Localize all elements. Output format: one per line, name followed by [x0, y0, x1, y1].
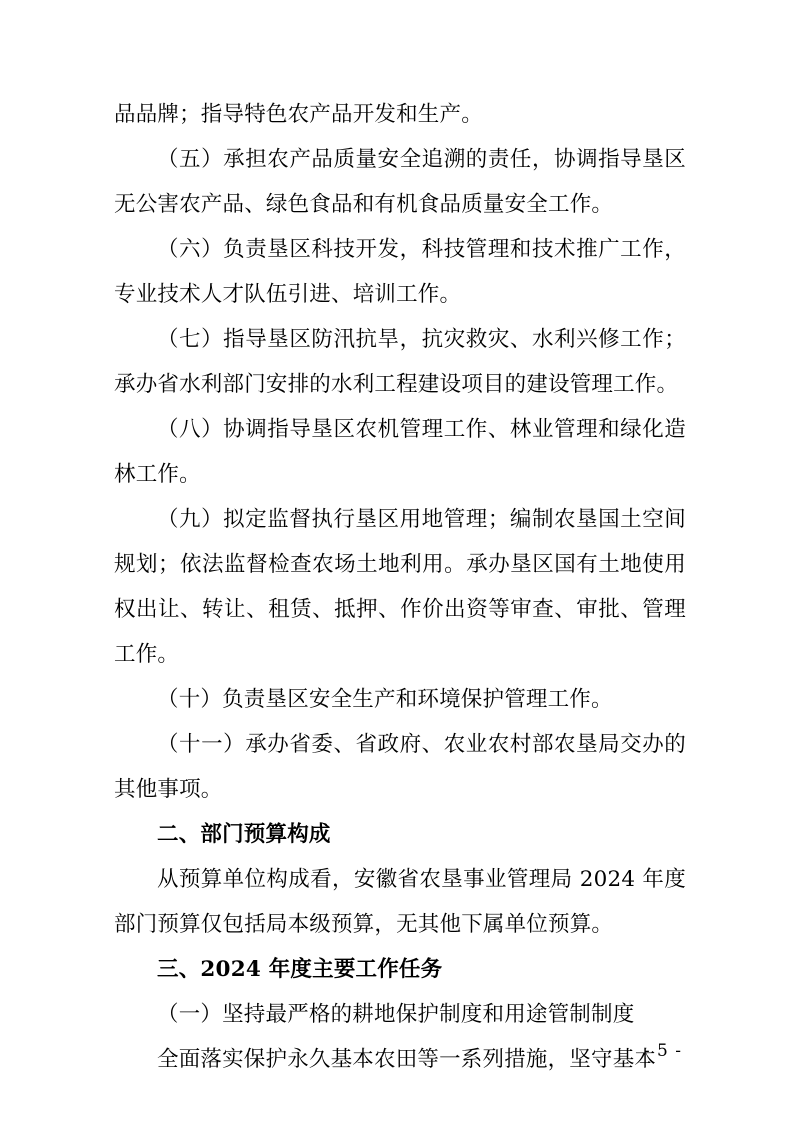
- paragraph-duty-item-8: （八）协调指导垦区农机管理工作、林业管理和绿化造林工作。: [114, 417, 686, 487]
- paragraph-duty-item-7: （七）指导垦区防汛抗旱，抗灾救灾、水利兴修工作；承办省水利部门安排的水利工程建设项目的建设管理工作。: [114, 327, 686, 397]
- paragraph-duty-item-9: （九）拟定监督执行垦区用地管理；编制农垦国土空间规划；依法监督检查农场土地利用。承办垦区国有土地使用权出让、转让、租赁、抵押、作价出资等审查、审批、管理工作。: [114, 507, 686, 667]
- paragraph-duty-item-5: （五）承担农产品质量安全追溯的责任，协调指导垦区无公害农产品、绿色食品和有机食品质量安全工作。: [114, 147, 686, 217]
- paragraph-section-three-item-1-body: 全面落实保护永久基本农田等一系列措施，坚守基本: [157, 1047, 657, 1072]
- paragraph-duty-item-10: （十）负责垦区安全生产和环境保护管理工作。: [157, 687, 613, 712]
- document-body: [114, 92, 686, 1082]
- paragraph-duty-item-11: （十一）承办省委、省政府、农业农村部农垦局交办的其他事项。: [114, 732, 686, 802]
- page-number: - 5 -: [643, 1041, 682, 1061]
- paragraph-continued-brand: 品品牌；指导特色农产品开发和生产。: [114, 102, 483, 127]
- paragraph-duty-item-6: （六）负责垦区科技开发，科技管理和技术推广工作，专业技术人才队伍引进、培训工作。: [114, 237, 686, 307]
- heading-section-three: 三、2024 年度主要工作任务: [157, 957, 443, 982]
- paragraph-section-two-body: 从预算单位构成看，安徽省农垦事业管理局 2024 年度部门预算仅包括局本级预算，无其他下属单位预算。: [114, 867, 686, 937]
- heading-section-two: 二、部门预算构成: [157, 822, 331, 847]
- paragraph-section-three-item-1: （一）坚持最严格的耕地保护制度和用途管制制度: [157, 1002, 635, 1027]
